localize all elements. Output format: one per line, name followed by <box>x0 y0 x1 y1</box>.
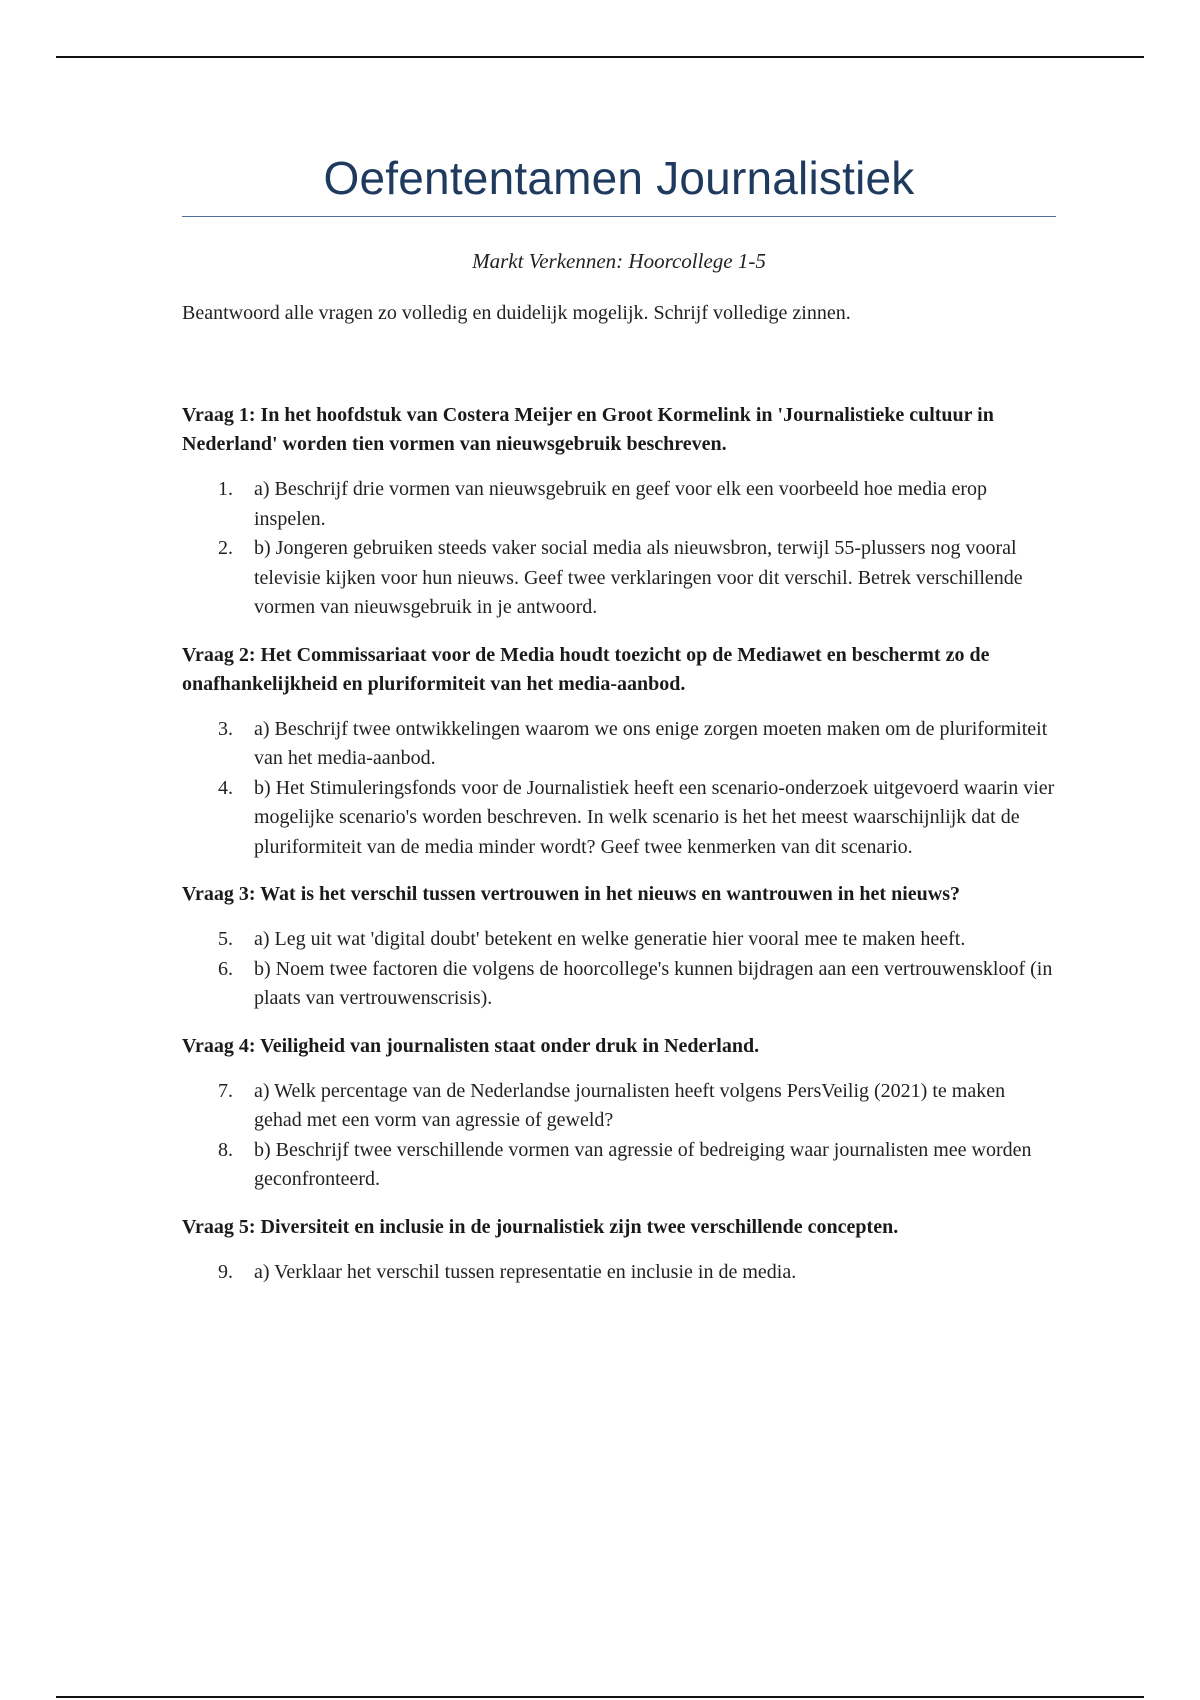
list-item <box>182 1136 1056 1195</box>
question-2-items <box>182 715 1056 863</box>
list-item <box>182 955 1056 1014</box>
item-text: a) Welk percentage van de Nederlandse journalisten heeft volgens PersVeilig (2021) te maken gehad met een vorm van agressie of geweld? <box>254 1079 1006 1131</box>
item-text: b) Het Stimuleringsfonds voor de Journalistiek heeft een scenario-onderzoek uitgevoerd waarin vier mogelijke scenario's worden beschreven. In welk scenario is het het meest waarschijnlijk dat de pluriformiteit van de media minder wordt? Geef twee kenmerken van dit scenario. <box>254 776 1055 858</box>
item-number: 1. <box>218 478 233 500</box>
item-number: 5. <box>218 928 233 950</box>
item-number: 7. <box>218 1079 233 1102</box>
item-text: b) Noem twee factoren die volgens de hoorcollege's kunnen bijdragen aan een vertrouwenskloof (in plaats van vertrouwenscrisis). <box>254 957 1053 1009</box>
document-subtitle: Markt Verkennen: Hoorcollege 1-5 <box>472 249 766 273</box>
list-item <box>182 475 1056 534</box>
document-title: Oefententamen Journalistiek <box>323 152 915 204</box>
question-5-items <box>182 1258 1056 1288</box>
list-item <box>182 774 1056 863</box>
list-item <box>182 1077 1056 1136</box>
question-heading-3: Vraag 3: Wat is het verschil tussen vertrouwen in het nieuws en wantrouwen in het nieuws? <box>182 883 960 905</box>
item-text: a) Leg uit wat 'digital doubt' betekent en welke generatie hier vooral mee te maken heeft. <box>254 928 966 950</box>
document-page <box>182 146 1056 1287</box>
question-heading-5: Vraag 5: Diversiteit en inclusie in de journalistiek zijn twee verschillende concepten. <box>182 1215 899 1238</box>
question-1-items <box>182 475 1056 623</box>
item-text: b) Jongeren gebruiken steeds vaker social media als nieuwsbron, terwijl 55-plussers nog vooral televisie kijken voor hun nieuws. Geef twee verklaringen voor dit verschil. Betrek verschillende vormen van nieuwsgebruik in je antwoord. <box>254 537 1023 618</box>
item-text: a) Beschrijf drie vormen van nieuwsgebruik en geef voor elk een voorbeeld hoe media erop inspelen. <box>254 478 988 530</box>
list-item <box>182 1258 1056 1288</box>
list-item <box>182 715 1056 774</box>
question-heading-2: Vraag 2: Het Commissariaat voor de Media houdt toezicht op de Mediawet en beschermt zo de onafhankelijkheid en pluriformiteit van het media-aanbod. <box>182 643 990 695</box>
instructions: Beantwoord alle vragen zo volledig en duidelijk mogelijk. Schrijf volledige zinnen. <box>182 302 851 324</box>
page-bottom-rule <box>56 1696 1144 1698</box>
item-number: 8. <box>218 1138 233 1161</box>
item-text: b) Beschrijf twee verschillende vormen van agressie of bedreiging waar journalisten mee worden geconfronteerd. <box>254 1138 1032 1190</box>
title-underline <box>182 216 1056 217</box>
list-item <box>182 925 1056 955</box>
item-number: 4. <box>218 776 233 799</box>
item-number: 2. <box>218 537 233 559</box>
question-4-items <box>182 1077 1056 1195</box>
question-heading-4: Vraag 4: Veiligheid van journalisten staat onder druk in Nederland. <box>182 1034 760 1057</box>
item-number: 3. <box>218 717 233 740</box>
question-heading-1: Vraag 1: In het hoofdstuk van Costera Meijer en Groot Kormelink in 'Journalistieke cultuur in Nederland' worden tien vormen van nieuwsgebruik beschreven. <box>182 404 994 455</box>
list-item <box>182 534 1056 623</box>
item-number: 9. <box>218 1260 233 1283</box>
item-text: a) Verklaar het verschil tussen representatie en inclusie in de media. <box>254 1260 797 1283</box>
item-number: 6. <box>218 957 233 980</box>
page-top-rule <box>56 56 1144 58</box>
item-text: a) Beschrijf twee ontwikkelingen waarom we ons enige zorgen moeten maken om de pluriformiteit van het media-aanbod. <box>254 717 1048 769</box>
question-3-items <box>182 925 1056 1014</box>
